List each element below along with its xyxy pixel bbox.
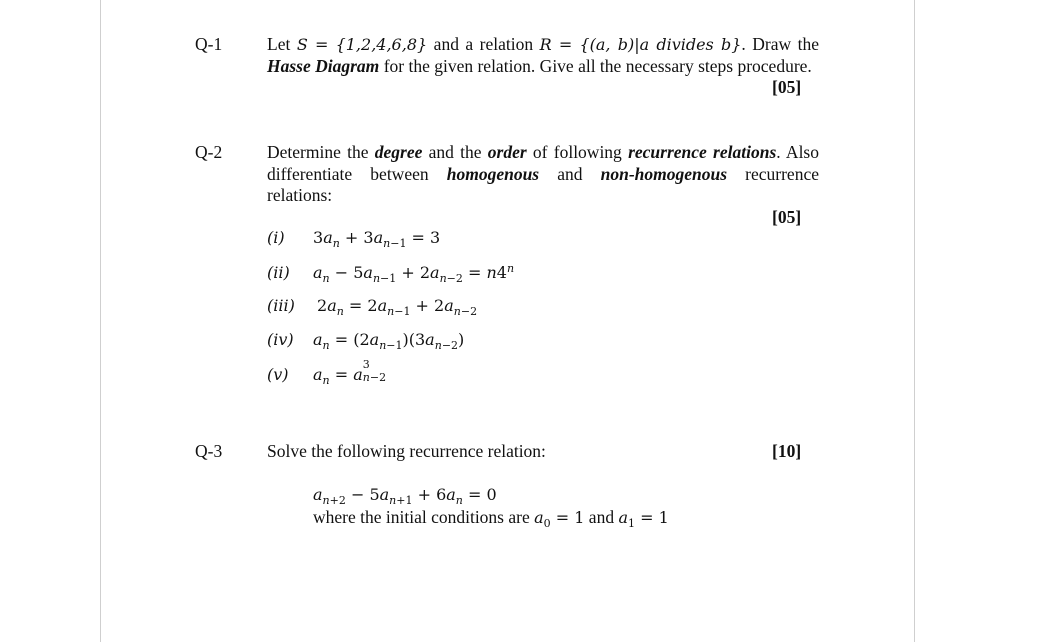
equation-2: (ii) $a_n - 5a_{n-1} + 2a_{n-2} = n4^n$ — [267, 262, 515, 285]
document-page — [101, 0, 914, 642]
initial-conditions: where the initial conditions are $a_0 = 1$ and $a_1 = 1$ — [313, 507, 669, 530]
equation-4: (iv) $a_n = (2a_{n-1})(3a_{n-2})$ — [267, 330, 465, 352]
q3-text: Solve the following recurrence relation: — [267, 441, 546, 461]
right-margin — [914, 0, 1039, 642]
q1-marks: [05] — [772, 77, 802, 97]
left-margin — [0, 0, 101, 642]
q2-marks: [05] — [772, 207, 802, 227]
set-definition: S = {1,2,4,6,8} — [296, 35, 428, 54]
equation-3: (iii) $2a_n = 2a_{n-1} + 2a_{n-2}$ — [267, 296, 478, 318]
q1-number: Q-1 — [195, 34, 223, 54]
q3-marks: [10] — [772, 441, 802, 461]
q1-text: Let S = {1,2,4,6,8} and a relation R = {(a, b)|a divides b}. Draw the Hasse Diagram for the given relation. Give all the necessary steps procedure. — [267, 34, 820, 76]
q3-number: Q-3 — [195, 441, 223, 461]
q3-equation: $a_{n+2} - 5a_{n+1} + 6a_n = 0$ — [313, 485, 497, 507]
q2-number: Q-2 — [195, 142, 223, 162]
relation-definition: R = {(a, b)|a divides b} — [539, 35, 742, 54]
equation-1: (i) $3a_n + 3a_{n-1} = 3$ — [267, 228, 441, 250]
equation-5: (v) $a_n = a$ 3 n−2 — [267, 358, 387, 387]
hasse-diagram-term: Hasse Diagram — [267, 55, 380, 76]
q2-text: Determine the degree and the order of following recurrence relations. Also differentiate between homogenous and non-homogenous recurrence relations: — [267, 142, 819, 205]
